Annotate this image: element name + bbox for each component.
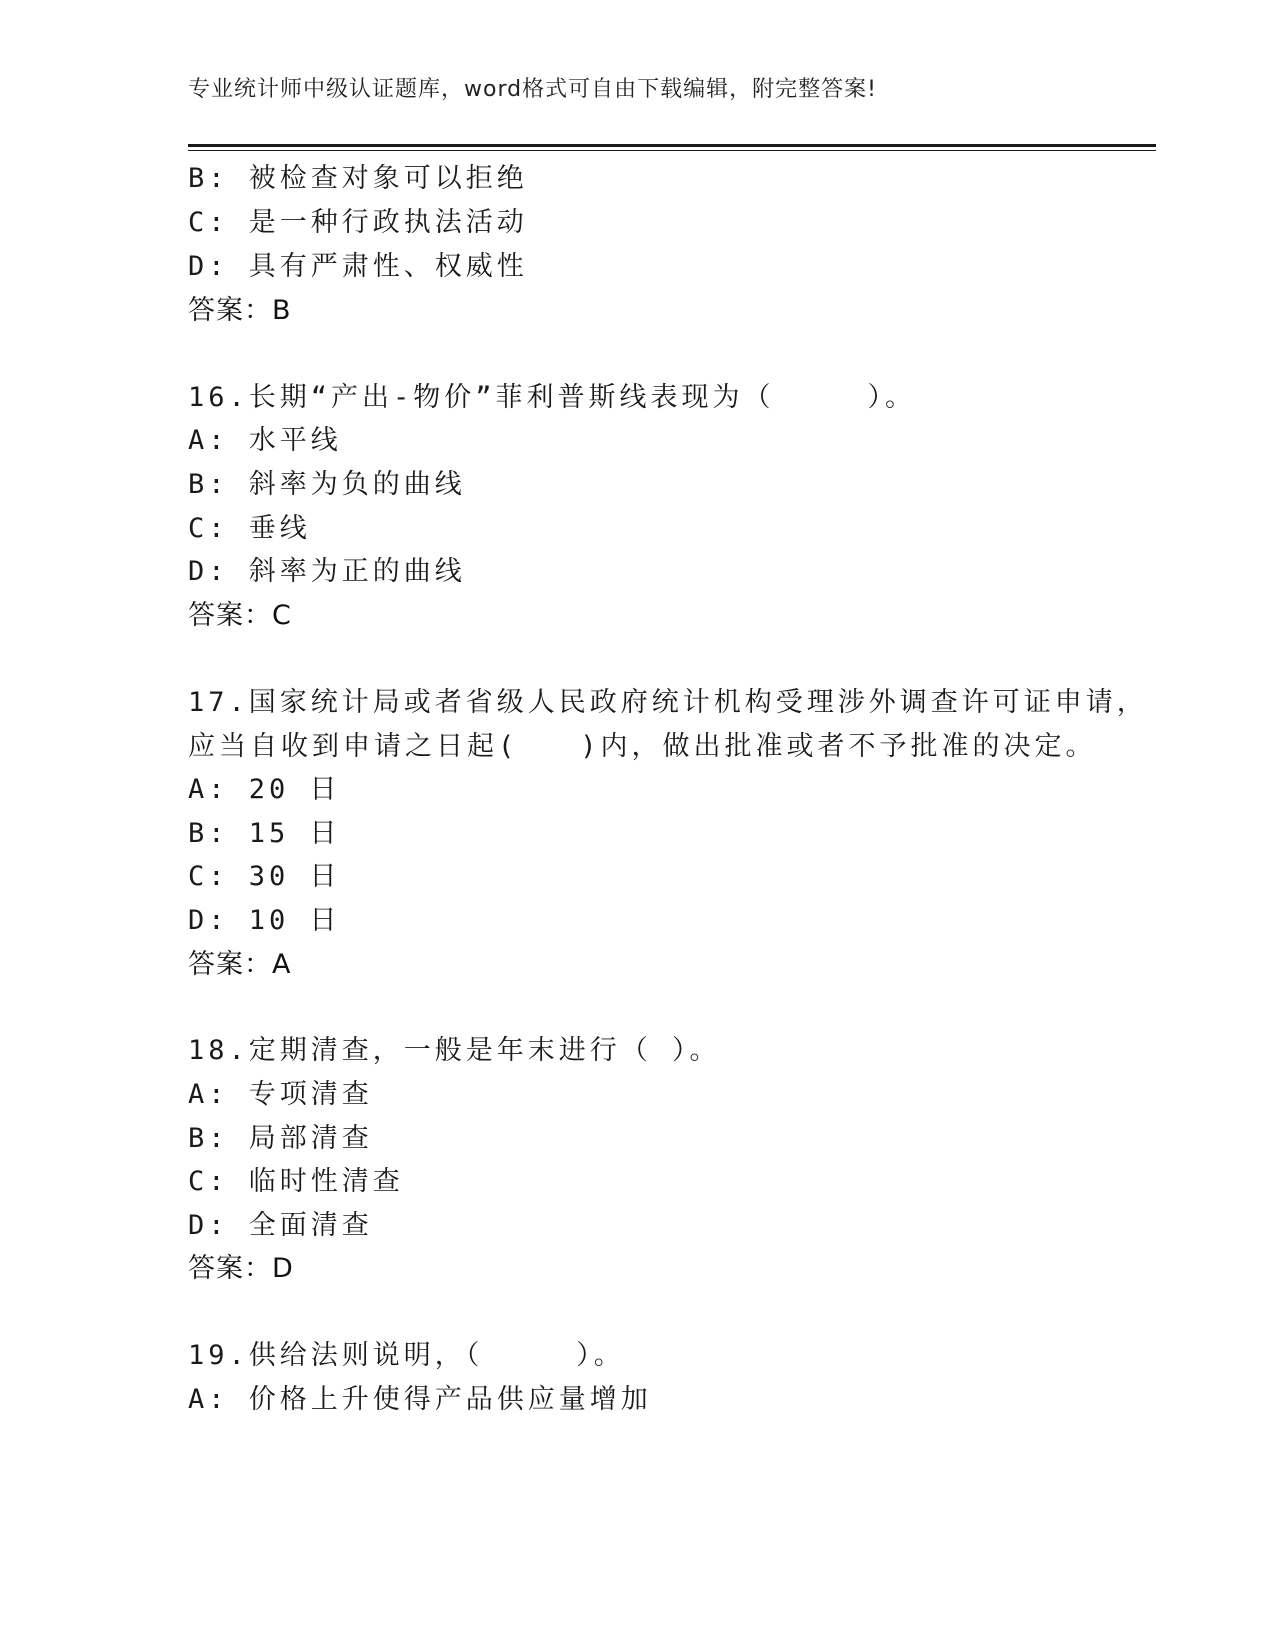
answer-line: 答案：C — [188, 600, 292, 631]
option-line: B: 斜率为负的曲线 — [188, 469, 466, 500]
option-line: B: 15 日 — [188, 818, 341, 849]
question-text: 19.供给法则说明，（ ）。 — [188, 1340, 625, 1371]
header-rule-thick — [188, 144, 1156, 147]
option-line: D: 斜率为正的曲线 — [188, 556, 466, 587]
question-text: 17.国家统计局或者省级人民政府统计机构受理涉外调查许可证申请， — [188, 687, 1148, 718]
option-line: C: 是一种行政执法活动 — [188, 207, 528, 238]
option-line: A: 水平线 — [188, 425, 342, 456]
option-line: A: 20 日 — [188, 774, 341, 805]
option-line: C: 临时性清查 — [188, 1166, 404, 1197]
option-line: D: 全面清查 — [188, 1210, 373, 1241]
page-header: 专业统计师中级认证题库，word格式可自由下载编辑，附完整答案! — [188, 77, 877, 102]
option-line: D: 具有严肃性、权威性 — [188, 251, 528, 282]
answer-line: 答案：A — [188, 949, 292, 980]
option-line: C: 垂线 — [188, 513, 311, 544]
option-line: A: 价格上升使得产品供应量增加 — [188, 1384, 652, 1415]
option-line: B: 局部清查 — [188, 1123, 373, 1154]
question-text: 18.定期清查，一般是年末进行（ ）。 — [188, 1035, 721, 1066]
answer-line: 答案：B — [188, 295, 292, 326]
option-line: C: 30 日 — [188, 861, 341, 892]
header-rule-thin — [188, 150, 1156, 151]
option-line: D: 10 日 — [188, 905, 341, 936]
question-text: 16.长期“产出-物价”菲利普斯线表现为（ ）。 — [188, 382, 917, 413]
answer-line: 答案：D — [188, 1253, 294, 1284]
question-text: 应当自收到申请之日起( )内，做出批准或者不予批准的决定。 — [188, 731, 1097, 762]
option-line: B: 被检查对象可以拒绝 — [188, 163, 528, 194]
option-line: A: 专项清查 — [188, 1079, 373, 1110]
